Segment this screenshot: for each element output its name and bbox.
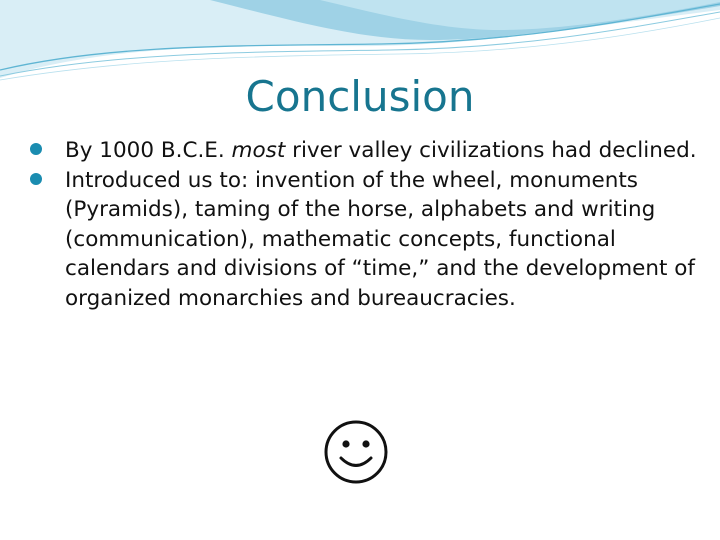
bullet-text-start: By 1000 B.C.E.	[65, 138, 232, 163]
bullet-item	[30, 136, 700, 166]
smiley-face-icon	[322, 418, 390, 486]
slide-title: Conclusion	[245, 72, 475, 121]
bullet-dot-icon	[30, 173, 42, 185]
bullet-item	[30, 166, 700, 314]
bullet-dot-icon	[30, 143, 42, 155]
bullet-list	[30, 136, 700, 313]
bullet-text: Introduced us to: invention of the wheel, monuments (Pyramids), taming of the horse, alphabets and writing (communication), mathematic concepts, functional calendars and divisions of “time,” and the development of organized monarchies and bureaucracies.	[65, 167, 695, 311]
bullet-text-end: river valley civilizations had declined.	[285, 138, 697, 163]
bullet-emphasis: most	[231, 138, 286, 163]
